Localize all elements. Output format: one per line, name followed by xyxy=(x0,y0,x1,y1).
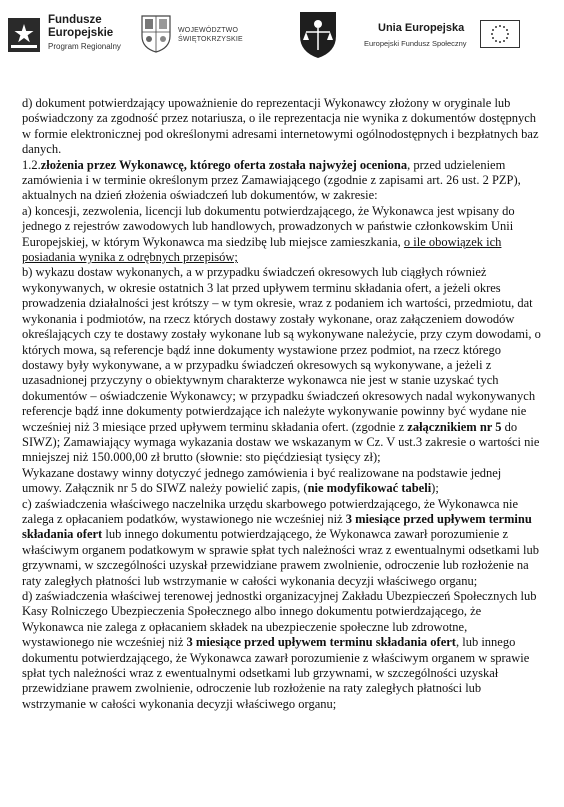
section-number: 1.2. xyxy=(22,157,41,172)
fe-logo-line1: Fundusze xyxy=(48,14,102,26)
paragraph-1-2 xyxy=(22,158,542,204)
ue-logo-title: Unia Europejska xyxy=(378,22,465,34)
eu-flag-icon xyxy=(480,20,520,48)
paragraph-b-text3: Wykazane dostawy winny dotyczyć jednego zamówienia i być realizowane na podstawie jednej umowy. Załącznik nr 5 do SIWZ należy powielić zapis, ( xyxy=(22,465,502,496)
paragraph-b-text4: ); xyxy=(431,481,439,496)
paragraph-b-text2: do SIWZ); Zamawiający wymaga wykazania dostaw we wskazanym w Cz. V ust.3 zakresie o wartości nie mniejszej niż 150.000,00 zł brutto (słownie: sto pięćdziesiąt tysięcy zł); xyxy=(22,419,540,465)
unia-europejska-logo xyxy=(360,14,560,58)
paragraph-a-text: a) koncesji, zezwolenia, licencji lub dokumentu potwierdzającego, że Wykonawca jest wpisany do jednego z rejestrów zawodowych lub handlowych, prowadzonych w państwie członkowskim Unii Europejskiej, w którym Wykonawca ma siedzibę lub miejsce zamieszkania, xyxy=(22,203,515,249)
paragraph-b-contract xyxy=(22,466,542,497)
ue-logo-subtitle: Europejski Fundusz Społeczny xyxy=(364,39,467,48)
paragraph-a-licenses xyxy=(22,204,542,266)
paragraph-d-bold: 3 miesiące przed upływem terminu składania ofert xyxy=(186,635,456,650)
wojewodztwo-logo xyxy=(140,14,250,58)
paragraph-b-bold-annex: załącznikiem nr 5 xyxy=(407,419,502,434)
paragraph-c-text: c) zaświadczenia właściwego naczelnika urzędu skarbowego potwierdzającego, że Wykonawca nie zalega z opłacaniem podatków, wystawionego nie wcześniej niż xyxy=(22,496,518,526)
city-crest-icon xyxy=(296,10,340,60)
paragraph-b-deliveries xyxy=(22,265,542,465)
paragraph-c-tax xyxy=(22,497,542,589)
fe-logo-line2: Europejskie xyxy=(48,27,114,39)
page-header xyxy=(0,0,564,70)
document-body xyxy=(22,96,542,712)
ws-logo-line2: ŚWIĘTOKRZYSKIE xyxy=(178,36,243,43)
paragraph-d-text: d) zaświadczenia właściwej terenowej jednostki organizacyjnej Zakładu Ubezpieczeń Społecznych lub Kasy Rolniczego Ubezpieczenia Społecznego albo innego dokumentu potwierdzającego, że Wykonawca nie zalega z opłacaniem składek na ubezpieczenie społeczne lub zdrowotne, wystawionego nie wcześniej niż xyxy=(22,589,537,650)
paragraph-b-bold-table: nie modyfikować tabeli xyxy=(307,481,432,496)
paragraph-a-underlined: o ile obowiązek ich posiadania wynika z odrębnych przepisów; xyxy=(22,234,502,265)
paragraph-d-authorization: d) dokument potwierdzający upoważnienie do reprezentacji Wykonawcy złożony w oryginale lub poświadczony za zgodność przez notariusza, o ile reprezentacja nie wynika z dokumentów dostępnych w formie elektronicznej pod określonymi adresami internetowymi ogólnodostępnych i bezpłatnych baz danych. xyxy=(22,96,539,157)
paragraph-b-text: b) wykazu dostaw wykonanych, a w przypadku świadczeń okresowych lub ciągłych również wykonywanych, w okresie ostatnich 3 lat przed upływem terminu składania ofert, a jeżeli okres prowadzenia działalności jest krótszy – w tym okresie, wraz z podaniem ich wartości, przedmiotu, dat wykonania i podmiotów, na rzecz których dostawy zostały wykonane, oraz załączeniem dowodów określających czy te dostawy zostały wykonane lub są wykonywane należycie, przy czym dowodami, o których mowa, są referencje bądź inne dokumenty wystawione przez podmiot, na rzecz którego dostawy były wykonywane, a w przypadku świadczeń okresowych są wykonywane, a jeżeli z uzasadnionej przyczyny o obiektywnym charakterze wykonawca nie jest w stanie uzyskać tych dokumentów – oświadczenie Wykonawcy; w przypadku świadczeń okresowych nadal wykonywanych referencje bądź inne dokumenty potwierdzające ich należyte wykonywanie powinny być wydane nie wcześniej niż 3 miesiące przed upływem terminu składania ofert. (zgodnie z xyxy=(22,265,541,434)
section-bold-heading: złożenia przez Wykonawcę, którego oferta została najwyżej oceniona xyxy=(40,157,408,172)
section-text: , przed udzieleniem zamówienia i w terminie określonym przez Zamawiającego (zgodnie z zapisami art. 26 ust. 2 PZP), aktualnych na dzień złożenia oświadczeń lub dokumentów, w zakresie: xyxy=(22,157,521,203)
fundusze-star-icon xyxy=(8,18,40,52)
city-crest-logo xyxy=(296,10,340,60)
crest-icon xyxy=(140,14,172,54)
paragraph-d-text2: , lub innego dokumentu potwierdzającego, że Wykonawca zawarł porozumienie z właściwym organem w sprawie spłat tych należności wraz z ewentualnymi odsetkami lub grzywnami, w szczególności uzyskał przewidziane prawem zwolnienie, odroczenie lub rozłożenie na raty zaległych płatności lub wstrzymanie w całości wykonania decyzji właściwego organu; xyxy=(22,635,530,711)
fundusze-europejskie-logo xyxy=(8,14,128,58)
paragraph-c-bold: 3 miesiące przed upływem terminu składania ofert xyxy=(22,511,532,542)
paragraph-d-zus xyxy=(22,589,542,712)
paragraph-c-text2: lub innego dokumentu potwierdzającego, że Wykonawca zawarł porozumienie z właściwym organem podatkowym w sprawie spłat tych należności wraz z ewentualnymi odsetkami lub grzywnami, w szczególności uzyskał przewidziane prawem zwolnienie, odroczenie lub rozłożenie na raty zaległych płatności lub wstrzymanie w całości wykonania decyzji właściwego organu; xyxy=(22,527,539,588)
ws-logo-line1: WOJEWÓDZTWO xyxy=(178,27,239,34)
fe-logo-line3: Program Regionalny xyxy=(48,42,121,51)
